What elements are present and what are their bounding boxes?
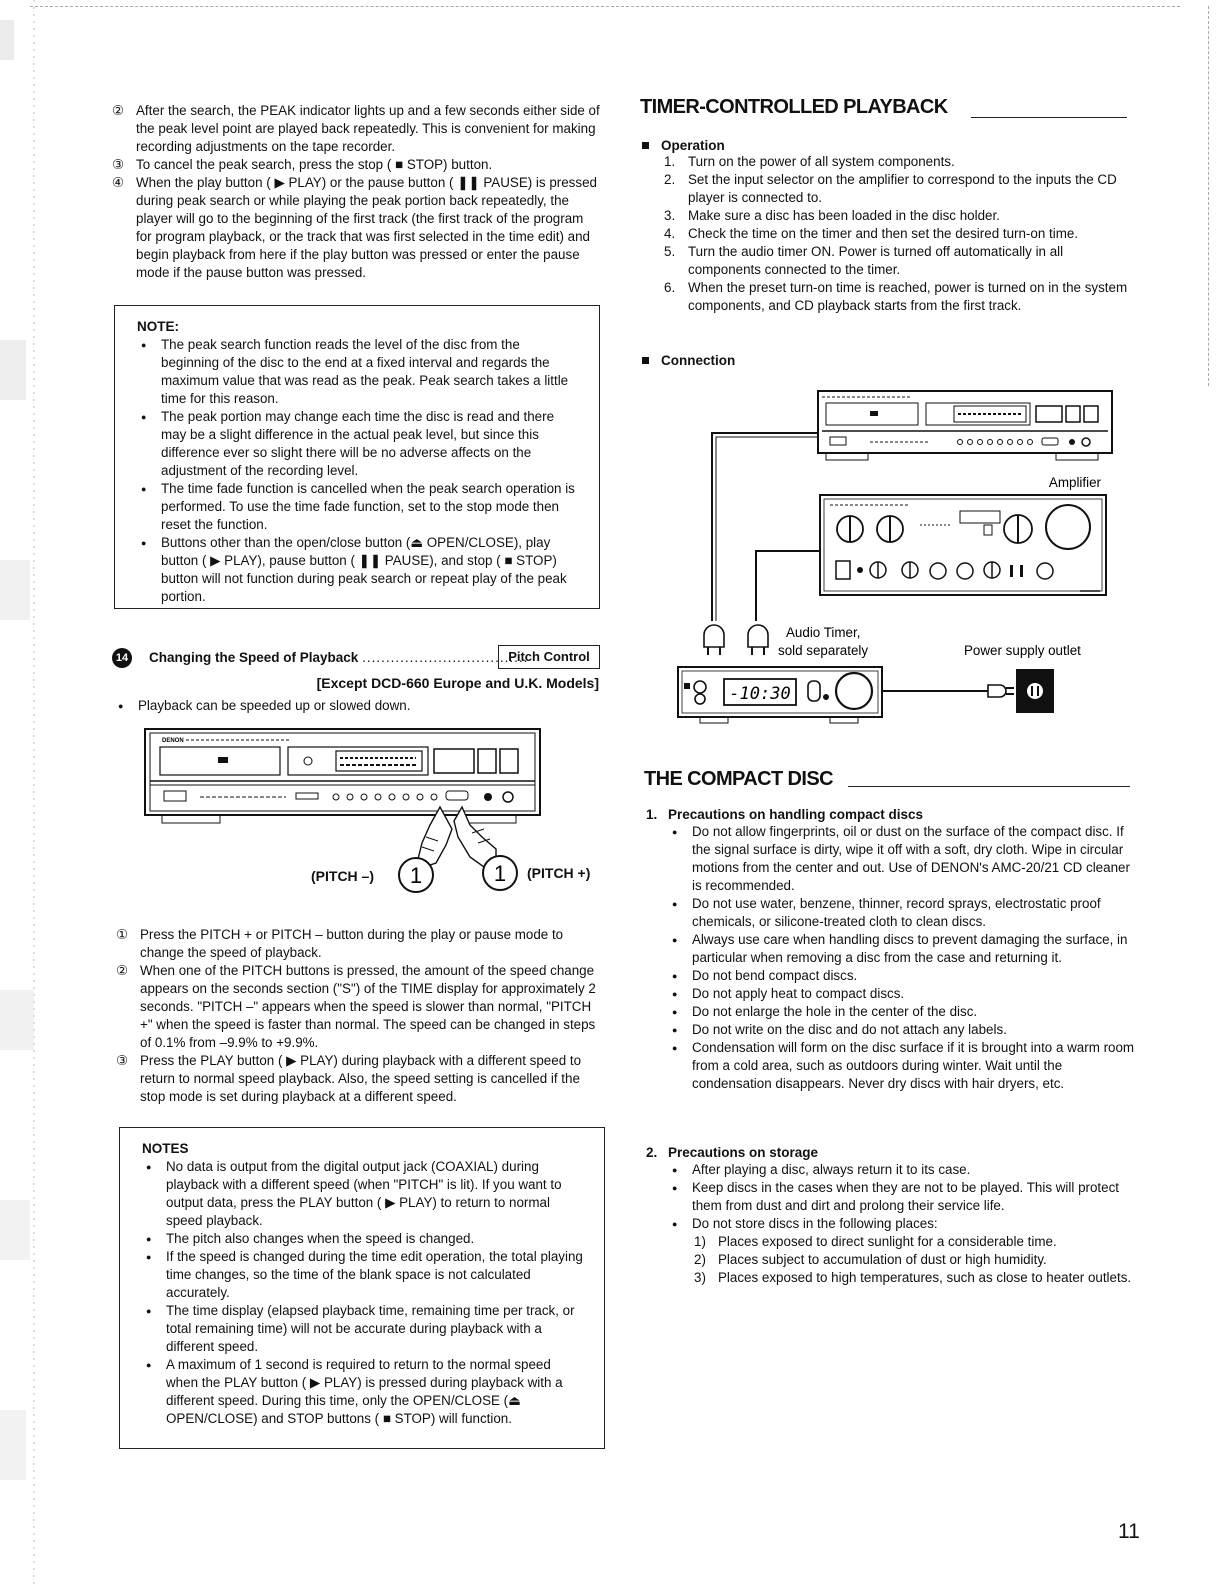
compact-disc-heading-rule — [848, 786, 1130, 787]
amplifier-label: Amplifier — [1048, 475, 1101, 490]
pitch-step: ③ Press the PLAY button ( ▶ PLAY) during playback with a different speed to return to normal speed playback. Also, the speed setting is cancelled if the stop mode is set during playback at a different speed. — [116, 1053, 582, 1104]
section-title: Changing the Speed of Playback ................................... — [149, 650, 529, 665]
audio-timer-label: Audio Timer, — [786, 625, 861, 640]
peak-step: ③ To cancel the peak search, press the stop ( ■ STOP) button. — [112, 157, 493, 172]
storage-item: ● After playing a disc, always return it to its case. — [668, 1161, 1136, 1179]
page-number: 11 — [1118, 1520, 1140, 1543]
timer-heading: TIMER-CONTROLLED PLAYBACK — [640, 96, 948, 118]
handling-item: ● Always use care when handling discs to prevent damaging the surface, in particular when removing a disc from the case and returning it. — [668, 931, 1136, 967]
notes-item: ● If the speed is changed during the time edit operation, the total playing time changes, so the time of the blank space is not calculated accurately. — [142, 1248, 586, 1302]
storage-subitem: 3) Places exposed to high temperatures, such as close to heater outlets. — [694, 1270, 1132, 1285]
notes-item: ● The time display (elapsed playback time, remaining time per track, or total remaining time) will not be accurate during playback with a different speed. — [142, 1302, 586, 1356]
connection-title: Connection — [642, 353, 735, 368]
finger-label: 1 — [409, 863, 423, 888]
pitch-control-label: Pitch Control — [498, 645, 600, 669]
plug-icon — [988, 685, 1006, 697]
pitch-step: ① Press the PITCH + or PITCH – button during the play or pause mode to change the speed of playback. — [116, 927, 564, 960]
section-number-badge: 14 — [112, 648, 132, 668]
note-item: ● The peak search function reads the level of the disc from the beginning of the disc to the end at a fixed interval and regards the maximum value that was read as the peak. Peak search takes a little time for this reason. — [137, 336, 581, 408]
connection-diagram — [670, 385, 1120, 730]
notes-item: ● A maximum of 1 second is required to return to the normal speed when the PLAY button ( ▶ PLAY) is pressed during playback with a different speed. During this time, only the OPEN/CLOSE (⏏ OPEN/CLOSE) and STOP buttons ( ■ STOP) will function. — [142, 1356, 586, 1428]
operation-step: 5. Turn the audio timer ON. Power is turned off automatically in all components connected to the timer. — [664, 244, 1064, 277]
handling-title: 1. Precautions on handling compact discs — [646, 807, 924, 822]
operation-step: 1. Turn on the power of all system components. — [664, 154, 955, 169]
finger-label: 1 — [493, 861, 507, 886]
operation-step: 6. When the preset turn-on time is reached, power is turned on in the system components, and CD playback starts from the first track. — [664, 280, 1128, 313]
square-bullet-icon — [642, 357, 649, 364]
operation-step: 3. Make sure a disc has been loaded in the disc holder. — [664, 208, 1000, 223]
notes-item: ● No data is output from the digital output jack (COAXIAL) during playback with a different speed (when "PITCH" is lit). If you want to output data, press the PLAY button ( ▶ PLAY) to return to normal speed playback. — [142, 1158, 586, 1230]
pitch-steps — [116, 926, 602, 1106]
square-bullet-icon — [642, 142, 649, 149]
handling-list — [668, 823, 1136, 1093]
compact-disc-heading: THE COMPACT DISC — [644, 768, 833, 790]
scan-edge-artifact — [0, 0, 36, 1584]
plug-icon — [748, 625, 768, 647]
storage-list — [668, 1161, 1136, 1287]
handling-item: ● Do not enlarge the hole in the center of the disc. — [668, 1003, 1136, 1021]
pitch-step: ② When one of the PITCH buttons is pressed, the amount of the speed change appears on the seconds section ("S") of the TIME display for approximately 2 seconds. "PITCH –" appears when the speed is slower than normal, "PITCH +" when the speed is faster than normal. The speed can be changed in steps of 0.1% from –9.9% to +9.9%. — [116, 963, 596, 1050]
storage-subitem: 1) Places exposed to direct sunlight for a considerable time. — [694, 1234, 1057, 1249]
handling-item: ● Do not allow fingerprints, oil or dust on the surface of the compact disc. If the signal surface is dirty, wipe it off with a soft, dry cloth. Wipe in circular motions from the center and out. Use of DENON's AMC-20/21 CD cleaner is recommended. — [668, 823, 1136, 895]
operation-step: 2. Set the input selector on the amplifier to correspond to the inputs the CD player is connected to. — [664, 172, 1117, 205]
operation-steps — [664, 153, 1136, 315]
except-models-note: [Except DCD-660 Europe and U.K. Models] — [316, 675, 599, 691]
handling-item: ● Do not apply heat to compact discs. — [668, 985, 1136, 1003]
right-dashed-edge — [1208, 6, 1209, 386]
timer-heading-rule — [971, 117, 1127, 118]
storage-subitem: 2) Places subject to accumulation of dust or high humidity. — [694, 1252, 1047, 1267]
plug-icon — [704, 625, 724, 647]
amplifier-unit — [820, 495, 1106, 595]
storage-item: ● Do not store discs in the following places: — [668, 1215, 1136, 1233]
handling-item: ● Condensation will form on the disc surface if it is brought into a warm room from a cold area, such as outdoors during winter. Wait until the condensation disappears. Never dry discs with hair dryers, etc. — [668, 1039, 1136, 1093]
timer-display: -10:30 — [729, 684, 791, 704]
power-outlet-label: Power supply outlet — [964, 643, 1081, 658]
handling-item: ● Do not bend compact discs. — [668, 967, 1136, 985]
sold-separately-label: sold separately — [778, 643, 869, 658]
handling-item: ● Do not write on the disc and do not attach any labels. — [668, 1021, 1136, 1039]
speed-bullet: ● Playback can be speeded up or slowed down. — [114, 697, 1224, 715]
handling-item: ● Do not use water, benzene, thinner, record sprays, electrostatic proof chemicals, or silicone-treated cloth to clean discs. — [668, 895, 1136, 931]
brand-text: DENON — [162, 738, 184, 744]
notes-box — [119, 1127, 605, 1449]
note-item: ● Buttons other than the open/close button (⏏ OPEN/CLOSE), play button ( ▶ PLAY), pause button ( ❚❚ PAUSE), and stop ( ■ STOP) button will not function during peak search or repeat play of the peak portion. — [137, 534, 581, 606]
top-dashed-edge — [30, 6, 1180, 7]
operation-title: Operation — [642, 138, 725, 153]
note-title: NOTE: — [137, 319, 179, 334]
note-box — [114, 305, 600, 609]
peak-step: ② After the search, the PEAK indicator lights up and a few seconds either side of the peak level point are played back repeatedly. This is convenient for making recording adjustments on the tape recorder. — [112, 103, 600, 154]
notes-title: NOTES — [142, 1141, 189, 1156]
note-item: ● The peak portion may change each time the disc is read and there may be a slight difference in the actual peak level, but since this difference ever so slight there will be no adverse affects on the adjustment of the recording level. — [137, 408, 581, 480]
peak-step: ④ When the play button ( ▶ PLAY) or the pause button ( ❚❚ PAUSE) is pressed during peak search or while playing the peak portion back repeatedly, the player will go to the beginning of the first track (the first track of the program for program playback, or the track that was first selected in the time edit) and begin playback from here if the play button was pressed or enter the pause mode if the pause button was pressed. — [112, 175, 597, 280]
storage-item: ● Keep discs in the cases when they are not to be played. This will protect them from dust and dirt and prolong their service life. — [668, 1179, 1136, 1215]
pitch-plus-label: (PITCH +) — [527, 865, 591, 881]
pitch-minus-label: (PITCH –) — [311, 868, 374, 884]
storage-sublist — [668, 1233, 1136, 1287]
notes-item: ● The pitch also changes when the speed is changed. — [142, 1230, 586, 1248]
storage-title: 2. Precautions on storage — [646, 1145, 819, 1160]
operation-step: 4. Check the time on the timer and then set the desired turn-on time. — [664, 226, 1079, 241]
peak-search-steps — [112, 102, 600, 282]
note-item: ● The time fade function is cancelled when the peak search operation is performed. To use the time fade function, set to the stop mode then reset the function. — [137, 480, 581, 534]
